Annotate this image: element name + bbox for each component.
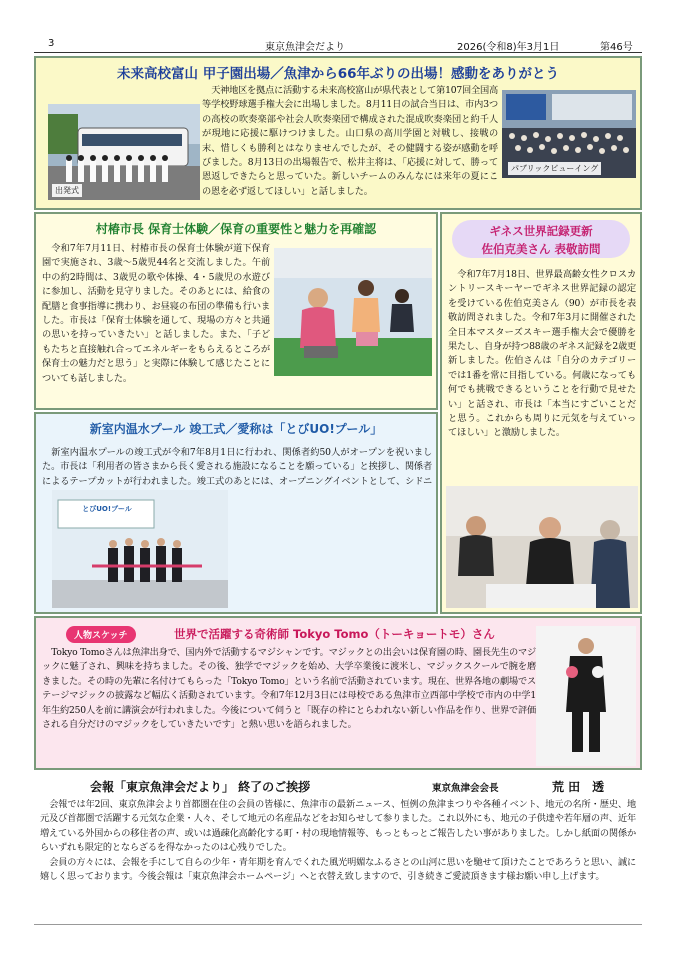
article-guinness — [440, 212, 642, 614]
article-lead: 天神地区を拠点に活動する未来高校富山が県代表として第107回全国高等学校野球選手権大会に出場しました。 — [202, 85, 498, 111]
photo-saeki-visit-illustration — [446, 486, 638, 608]
article-title-line2: 佐伯克美さん 表敬訪問 — [481, 242, 601, 256]
article-title: 村椿市長 保育士体験／保育の重要性と魅力を再確認 — [95, 222, 377, 236]
photo-public-viewing — [502, 90, 636, 178]
issue-number: 第46号 — [600, 42, 633, 53]
article-body: 令和7年7月18日、世界最高齢女性クロスカントリースキーヤーでギネス世界記録の認定を受けている佐伯克美さん（90）が市長を表敬訪問されました。令和7年3月に開催された全日本マスターズスキー選手権大会で優勝を果たし、自身が持つ88歳のギネス記録を2歳更新しました。佐伯さんは「自分のカテゴリーでは1番を常に目指している。何歳になっても何でも挑戦できるということを行動で見せたい」と話され、市長は「本当にすごいことだと思う。これからも周りに元気を与えていってほしい」と激励しました。 — [448, 269, 636, 439]
article-hoikushi — [34, 212, 438, 410]
newsletter-name: 東京魚津会だより — [265, 42, 345, 53]
author-role: 東京魚津会会長 — [432, 783, 499, 794]
section-badge: 人物スケッチ — [66, 626, 136, 643]
article-text — [42, 646, 536, 768]
photo-caption: パブリックビューイング — [508, 162, 601, 175]
footer-rule — [34, 924, 642, 925]
photo-tokyo-tomo-illustration — [536, 626, 636, 766]
header-rule — [34, 52, 642, 53]
article-title: 世界で活躍する奇術師 Tokyo Tomo（トーキョートモ）さん — [174, 627, 495, 641]
article-tomo — [34, 616, 642, 770]
closing-paragraph-2: 会員の方々には、会報を手にして自らの少年・青年期を育んでくれた風光明媚なふるさとの山河に思いを馳せて頂けたことであろうと思い、誠に嬉しく思っております。今後会報は「東京魚津会ホームページ」へと衣替え致しますので、引き続きご愛読頂きます様お願い申し上げます。 — [40, 856, 636, 883]
article-title-line1: ギネス世界記録更新 — [489, 224, 593, 238]
pool-banner-text: とびUO!プール — [82, 505, 132, 513]
article-title: 会報「東京魚津会だより」 終了のご挨拶 — [90, 780, 311, 794]
photo-tokyo-tomo — [536, 626, 636, 766]
article-body: 新室内温水プールの竣工式が令和7年8月1日に行われ、関係者約50人がオープンを祝いました。市長は「利用者の皆さまから長く愛される施設になることを願っている」と挨拶し、関係者によるテープカットが行われました。竣工式のあとには、オープニングイベントとして、シドニ — [42, 447, 432, 487]
photo-saeki-visit — [446, 486, 638, 608]
article-body: 8月11日の試合当日は、市内3つの高校の吹奏楽部や社会人吹奏楽団で構成された混成吹奏楽団と約千人が現地に応援に駆けつけました。山口県の高川学園と対戦し、接戦の末、惜しくも勝利とはなりませんでしたが、その健闘する姿が感動を呼びました。8月13日の出場報告で、松井主将は、「応援に対して、勝って恩返しできたらと思っていた。新しいチームのみんなには来年の夏にこの恩を必ず返してほしい」と話しました。 — [202, 99, 498, 197]
article-title: 新室内温水プール 竣工式／愛称は「とびUO!プール」 — [89, 422, 383, 436]
author-name: 荒 田 透 — [552, 780, 605, 794]
photo-caption: 出発式 — [52, 184, 82, 197]
article-koshien — [34, 56, 642, 210]
article-pool — [34, 412, 438, 614]
article-title: 未来高校富山 甲子園出場／魚津から66年ぶりの出場！感動をありがとう — [117, 66, 559, 82]
article-text-top — [42, 446, 432, 490]
article-text — [40, 798, 636, 920]
closing-paragraph-1: 会報では年2回、東京魚津会より首都圏在住の会員の皆様に、魚津市の最新ニュース、恒例の魚津まつりや各種イベント、地元の名所・歴史、地元及び首都圏で活躍する元気な企業・人々、そして地元の名産品などをお知らせして参りました。これ以外にも、地元の子供達や若年層の声、近年増えている外国からの移住者の声、或いは過疎化高齢化する町・村の現地情報等、もっともっとご報告したい事がありました。しかし紙面の関係からいずれも限定的とならざるを得なかったのは心残りでした。 — [40, 799, 636, 854]
article-text — [448, 268, 636, 482]
article-body: 令和7年7月11日、村椿市長の保育士体験が道下保育園で実施され、3歳～5歳児44名と交流しました。午前中の約2時間は、3歳児の歌や体操、4・5歳児の水遊びに参加し、活動を見守りました。そのあとには、給食の配膳と食事指導に携わり、お昼寝の布団の準備も行いました。市長は「保育士体験を通して、現場の方々と共通の思いを持っていきたい」と話しました。また、「子どもたちと直接触れ合ってエネルギーをもらえるところが保育士の魅力だと思う」と実際に体験して感じたことについても話しました。 — [42, 243, 270, 384]
article-body: Tokyo Tomoさんは魚津出身で、国内外で活動するマジシャンです。マジックとの出会いは保育園の時、園長先生のマジックに魅了され、興味を持ちました。その後、独学でマジックを始め、大学卒業後に渡米し、マジックスクールで腕を磨きました。その時の先輩に名付けてもらった「Tokyo Tomo」という名前で活動されています。現在、世界各地の劇場でステージマジックの披露など幅広く活動されています。令和7年12月3日には母校である魚津市立西部中学校で市内の中学1年生約250人を前に講演会が行われました。今後について伺うと「既存の枠にとらわれない新しい作品を作り、世界で評価される自分だけのマジックをしていきたいです」と熱い思いを語られました。 — [42, 647, 536, 731]
article-text — [42, 242, 270, 408]
photo-departure — [48, 104, 200, 200]
issue-date: 2026(令和8)年3月1日 — [457, 42, 560, 53]
photo-mayor-nursery-illustration — [274, 248, 432, 376]
page-number: 3 — [48, 38, 55, 49]
article-text — [202, 84, 498, 206]
photo-ribbon-cutting — [52, 490, 228, 608]
article-closing — [34, 772, 642, 922]
photo-mayor-nursery — [274, 248, 432, 376]
